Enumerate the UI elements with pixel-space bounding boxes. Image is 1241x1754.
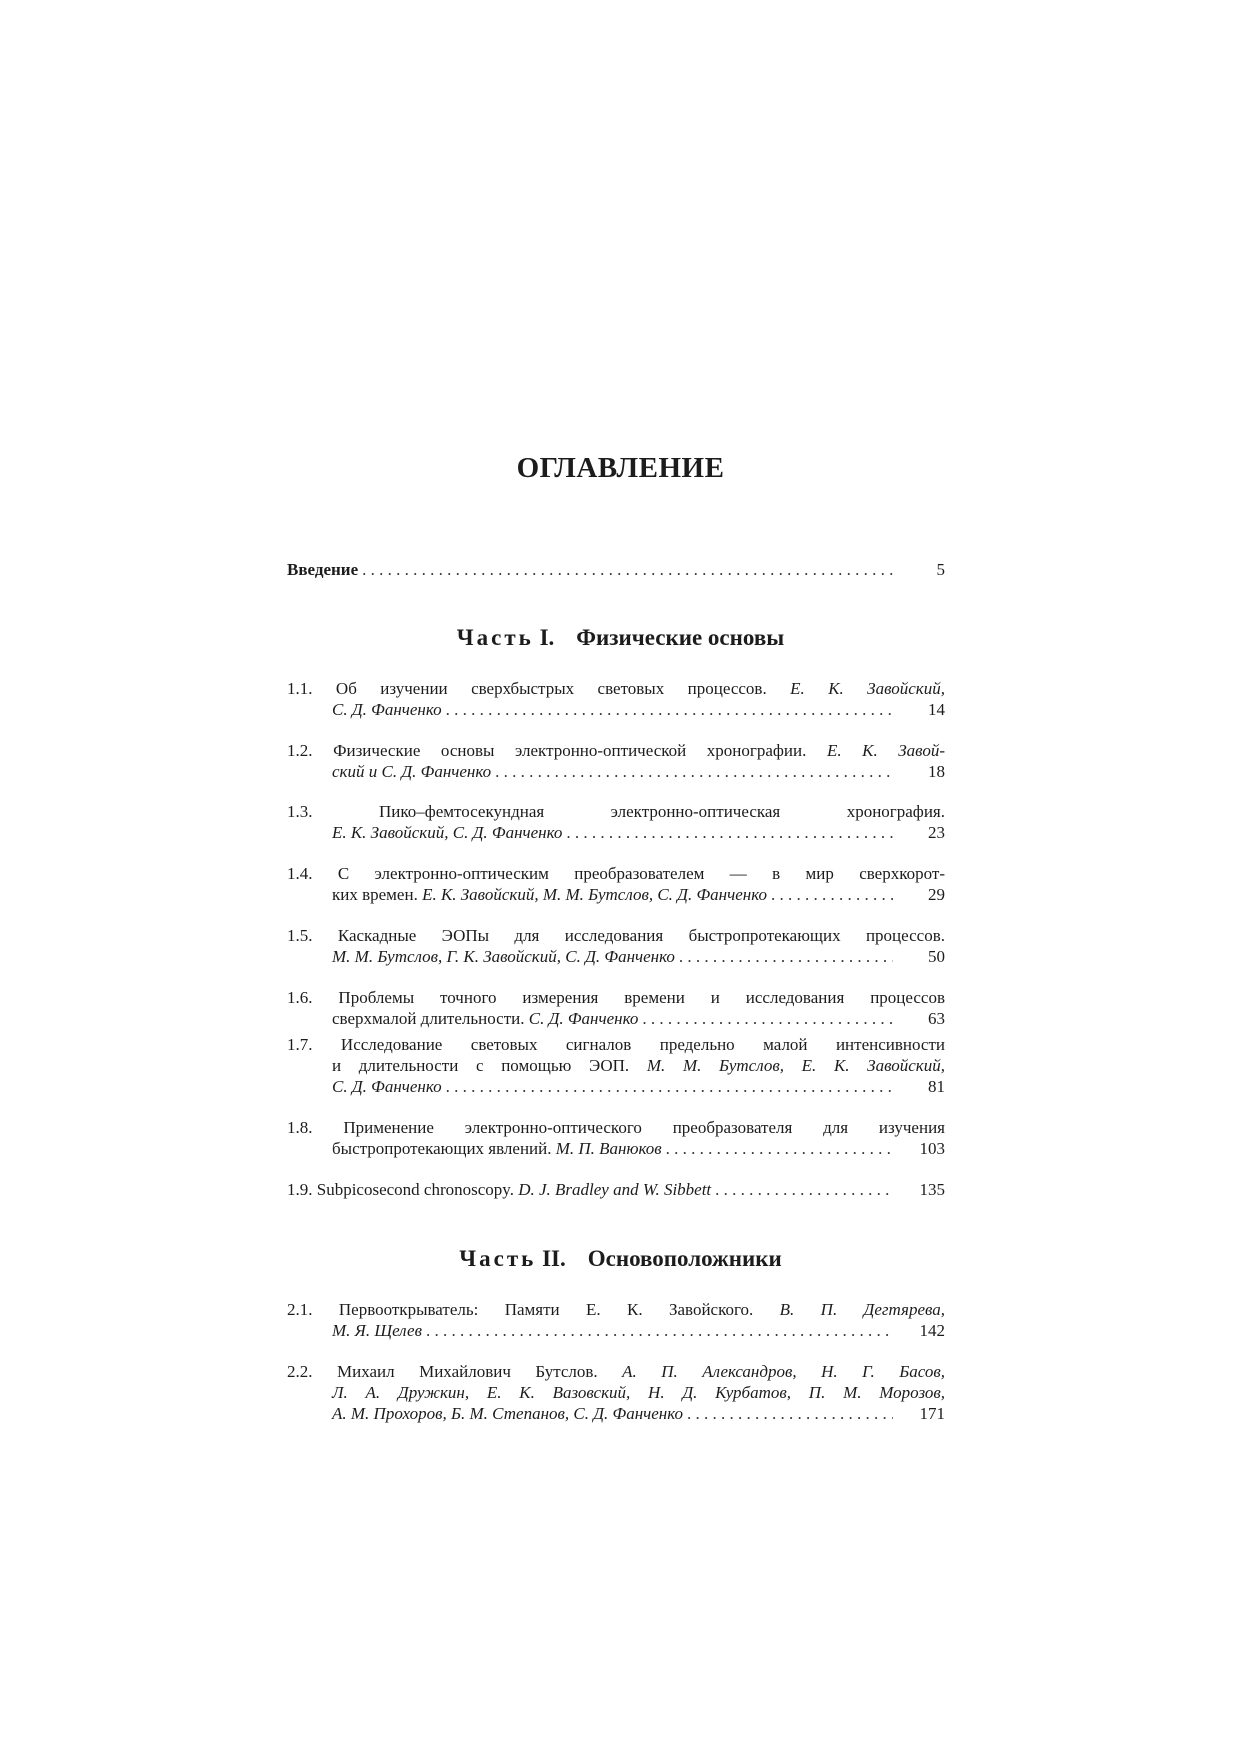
part-1-heading bbox=[0, 625, 1241, 651]
toc-line bbox=[287, 946, 945, 967]
toc-entry-title: Введение bbox=[287, 560, 359, 579]
toc-entry-introduction[interactable] bbox=[287, 560, 945, 584]
toc-author: ский и С. Д. Фанченко bbox=[332, 762, 492, 781]
toc-page-number: 63 bbox=[928, 1009, 945, 1028]
toc-entry-2-2[interactable] bbox=[287, 1361, 945, 1424]
toc-line bbox=[287, 1320, 945, 1341]
toc-line: 2.2. Михаил Михайлович Бутслов. А. П. Александров, Н. Г. Басов, bbox=[287, 1362, 945, 1381]
leader-dots bbox=[771, 884, 893, 905]
toc-author: А. П. Александров, Н. Г. Басов, bbox=[622, 1362, 945, 1381]
toc-author: Л. А. Дружкин, Е. К. Вазовский, Н. Д. Курбатов, П. М. Морозов, bbox=[332, 1383, 945, 1402]
toc-line: быстропротекающих явлений. М. П. Ванюков . . . 103 bbox=[287, 1138, 945, 1159]
toc-entry-1-8[interactable] bbox=[287, 1117, 945, 1159]
toc-page-number: 5 bbox=[936, 560, 945, 579]
toc-author: М. М. Бутслов, Г. К. Завойский, С. Д. Фанченко bbox=[332, 947, 675, 966]
toc-entry-2-1[interactable] bbox=[287, 1299, 945, 1341]
toc-entry-1-2[interactable] bbox=[287, 740, 945, 782]
toc-page-number: 135 bbox=[919, 1180, 945, 1199]
toc-author: С. Д. Фанченко bbox=[528, 1009, 639, 1028]
toc-entry-1-6[interactable] bbox=[287, 987, 945, 1029]
toc-page-number: 29 bbox=[928, 885, 945, 904]
toc-line bbox=[287, 699, 945, 720]
toc-entry-1-9[interactable] bbox=[287, 1179, 945, 1200]
toc-line: 1.4. С электронно-оптическим преобразователем — в мир сверхкорот- bbox=[287, 864, 945, 883]
toc-author: М. П. Ванюков bbox=[555, 1139, 662, 1158]
toc-line: 1.3. Пико–фемтосекундная электронно-оптическая хронография. bbox=[287, 802, 945, 821]
part-name: Основоположники bbox=[587, 1246, 782, 1271]
toc-line: 1.1. Об изучении сверхбыстрых световых процессов. Е. К. Завойский, bbox=[287, 679, 945, 698]
toc-author: В. П. Дегтярева, bbox=[779, 1300, 945, 1319]
toc-author: Е. К. Завой- bbox=[826, 741, 945, 760]
toc-entry-1-5[interactable] bbox=[287, 925, 945, 967]
toc-author: М. Я. Щелев bbox=[332, 1321, 422, 1340]
toc-page-number: 142 bbox=[919, 1321, 945, 1340]
toc-line: 2.1. Первооткрыватель: Памяти Е. К. Завойского. В. П. Дегтярева, bbox=[287, 1300, 945, 1319]
toc-author: Е. К. Завойский, bbox=[790, 679, 945, 698]
toc-line: 1.6. Проблемы точного измерения времени и исследования процессов bbox=[287, 988, 945, 1007]
leader-dots bbox=[715, 1179, 893, 1200]
leader-dots bbox=[362, 560, 893, 580]
leader-dots bbox=[687, 1403, 893, 1424]
toc-author: Е. К. Завойский, С. Д. Фанченко bbox=[332, 823, 563, 842]
toc-author: С. Д. Фанченко bbox=[332, 1077, 442, 1096]
toc-entry-1-7[interactable] bbox=[287, 1034, 945, 1097]
toc-line: и длительности с помощью ЭОП. М. М. Бутслов, Е. К. Завойский, bbox=[332, 1056, 945, 1075]
toc-entry-1-4[interactable] bbox=[287, 863, 945, 905]
toc-line bbox=[287, 1382, 945, 1403]
toc-entry-1-3[interactable] bbox=[287, 801, 945, 843]
leader-dots bbox=[566, 822, 893, 843]
toc-author: Е. К. Завойский, М. М. Бутслов, С. Д. Фанченко bbox=[422, 885, 767, 904]
part-numeral: II. bbox=[542, 1246, 566, 1271]
toc-page-number: 171 bbox=[919, 1404, 945, 1423]
toc-page-number: 18 bbox=[928, 762, 945, 781]
toc-page-number: 23 bbox=[928, 823, 945, 842]
toc-author: С. Д. Фанченко bbox=[332, 700, 442, 719]
toc-author: М. М. Бутслов, Е. К. Завойский, bbox=[646, 1056, 945, 1075]
toc-line bbox=[287, 1403, 945, 1424]
leader-dots bbox=[495, 761, 893, 782]
part-2-heading bbox=[0, 1246, 1241, 1272]
toc-line: 1.2. Физические основы электронно-оптической хронографии. Е. К. Завой- bbox=[287, 741, 945, 760]
part-word: Часть bbox=[456, 625, 534, 650]
part-name: Физические основы bbox=[576, 625, 785, 650]
toc-line bbox=[287, 822, 945, 843]
page-title: ОГЛАВЛЕНИЕ bbox=[516, 452, 725, 484]
toc-line: 1.5. Каскадные ЭОПы для исследования быстропротекающих процессов. bbox=[287, 926, 945, 945]
leader-dots bbox=[679, 946, 893, 967]
toc-line: ких времен. Е. К. Завойский, М. М. Бутслов, С. Д. Фанченко . . . 29 bbox=[287, 884, 945, 905]
leader-dots bbox=[446, 1076, 893, 1097]
toc-line: 1.7. Исследование световых сигналов предельно малой интенсивности bbox=[287, 1035, 945, 1054]
toc-line: 1.8. Применение электронно-оптического преобразователя для изучения bbox=[287, 1118, 945, 1137]
toc-author: D. J. Bradley and W. Sibbett bbox=[518, 1180, 712, 1199]
leader-dots bbox=[666, 1138, 893, 1159]
toc-line bbox=[287, 761, 945, 782]
toc-page-number: 50 bbox=[928, 947, 945, 966]
part-numeral: I. bbox=[539, 625, 555, 650]
leader-dots bbox=[446, 699, 893, 720]
toc-entry-1-1[interactable] bbox=[287, 678, 945, 720]
leader-dots bbox=[642, 1008, 893, 1029]
toc-line: 1.9. Subpicosecond chronoscopy. D. J. Bradley and W. Sibbett . . . 135 bbox=[287, 1179, 945, 1200]
toc-page-number: 81 bbox=[928, 1077, 945, 1096]
leader-dots bbox=[426, 1320, 893, 1341]
toc-author: А. М. Прохоров, Б. М. Степанов, С. Д. Фанченко bbox=[332, 1404, 684, 1423]
toc-line bbox=[287, 1076, 945, 1097]
part-word: Часть bbox=[459, 1246, 537, 1271]
toc-line: сверхмалой длительности. С. Д. Фанченко . . . 63 bbox=[287, 1008, 945, 1029]
toc-page-number: 14 bbox=[928, 700, 945, 719]
toc-page-number: 103 bbox=[919, 1139, 945, 1158]
